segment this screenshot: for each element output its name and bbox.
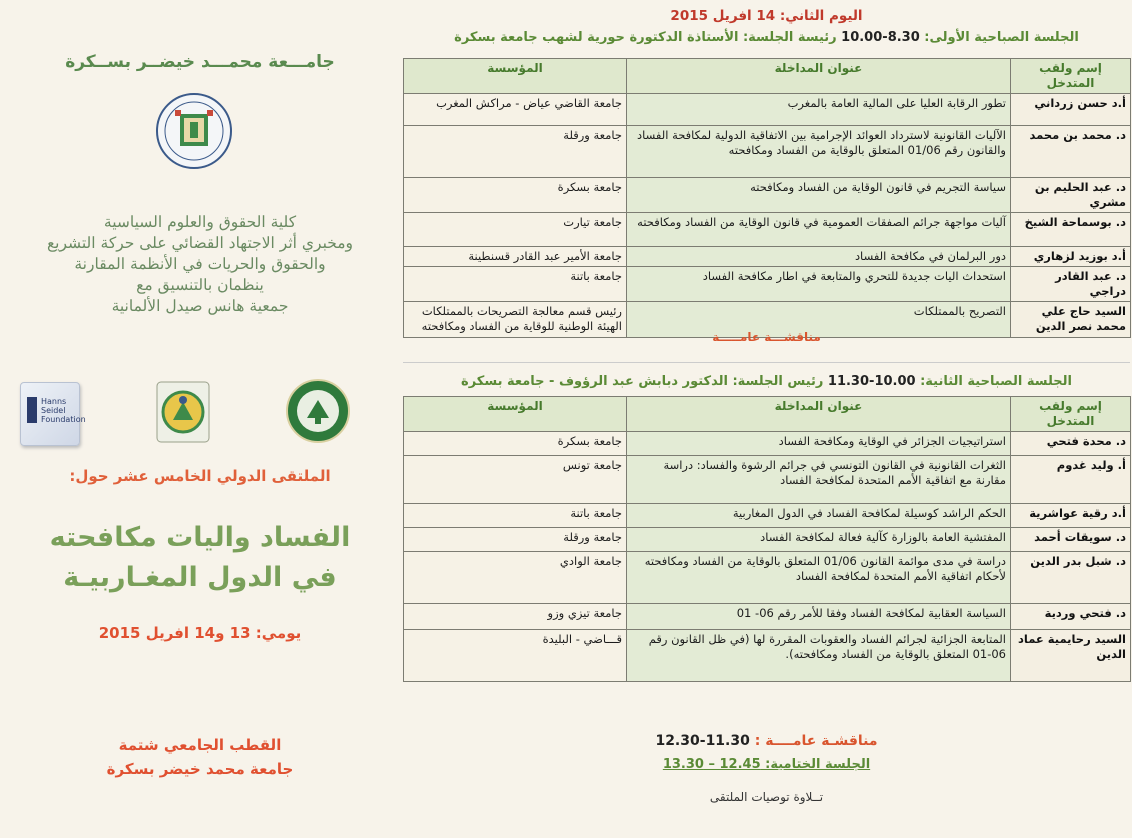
talk-topic: الحكم الراشد كوسيلة لمكافحة الفساد في الدول المغاربية bbox=[627, 504, 1011, 528]
speaker-name: د. محدة فتحي bbox=[1011, 432, 1131, 456]
discussion-1: مناقشـــة عامـــــة bbox=[712, 330, 821, 344]
venue-line: القطب الجامعي شتمة bbox=[118, 736, 282, 754]
faculty-line: ينظمان بالتنسيق مع bbox=[136, 276, 264, 294]
table-header-row bbox=[404, 59, 1131, 94]
partner-logos bbox=[0, 376, 400, 456]
session1-time: 8.30-10.00 bbox=[841, 30, 920, 45]
conference-dates: يومي: 13 و14 افريل 2015 bbox=[98, 624, 302, 642]
session1-label: الجلسة الصباحية الأولى: bbox=[924, 30, 1079, 45]
session2-chair: رئيس الجلسة: الدكتور دبابش عبد الرؤوف - جامعة بسكرة bbox=[461, 374, 824, 389]
speaker-name: أ.د حسن زرداني bbox=[1011, 94, 1131, 126]
talk-topic: السياسة العقابية لمكافحة الفساد وفقا للأمر رقم 06- 01 bbox=[627, 604, 1011, 630]
session2-table bbox=[403, 396, 1131, 682]
session2-time: 10.00-11.30 bbox=[827, 374, 916, 389]
speaker-name: د. سويقات أحمد bbox=[1011, 528, 1131, 552]
session2-label: الجلسة الصباحية الثانية: bbox=[920, 374, 1072, 389]
faculty-line: ومخبري أثر الاجتهاد القضائي على حركة التشريع bbox=[46, 234, 354, 252]
faculty-line: جمعية هانس صيدل الألمانية bbox=[111, 297, 289, 315]
program-panel bbox=[403, 0, 1130, 838]
discussion-2-label: مناقشـة عامــــة : bbox=[754, 733, 878, 749]
session1-table bbox=[403, 58, 1131, 338]
faculty-line: والحقوق والحريات في الأنظمة المقارنة bbox=[74, 255, 326, 273]
conference-title-line: في الدول المغـاربيـة bbox=[63, 562, 337, 593]
header-topic: عنوان المداخلة bbox=[627, 59, 1011, 94]
institution: جامعة تيزي وزو bbox=[404, 604, 627, 630]
speaker-name: أ.د رقية عواشرية bbox=[1011, 504, 1131, 528]
hanns-seidel-logo-text: Hanns Seidel Foundation bbox=[41, 397, 86, 424]
talk-topic: استحداث اليات جديدة للتحري والمتابعة في اطار مكافحة الفساد bbox=[627, 267, 1011, 302]
conference-intro: الملتقى الدولي الخامس عشر حول: bbox=[69, 467, 331, 485]
conference-title bbox=[0, 518, 400, 598]
institution: قـــاضي - البليدة bbox=[404, 630, 627, 682]
faculty-line: كلية الحقوق والعلوم السياسية bbox=[103, 213, 297, 231]
speaker-name: د. عبد الحليم بن مشري bbox=[1011, 178, 1131, 213]
header-institution: المؤسسة bbox=[404, 397, 627, 432]
institution: جامعة ورقلة bbox=[404, 528, 627, 552]
table-row bbox=[404, 604, 1131, 630]
talk-topic: دراسة في مدى موائمة القانون 01/06 المتعلق بالوقاية من الفساد ومكافحته لأحكام اتفاقية الأمم المتحدة لمكافحة الفساد bbox=[627, 552, 1011, 604]
speaker-name: السيد رحايمية عماد الدين bbox=[1011, 630, 1131, 682]
day-label: اليوم الثاني: 14 افريل 2015 bbox=[670, 8, 863, 24]
header-name: إسم ولقب المتدخل bbox=[1011, 397, 1131, 432]
institution: جامعة تونس bbox=[404, 456, 627, 504]
talk-topic: المفتشية العامة بالوزارة كآلية فعالة لمكافحة الفساد bbox=[627, 528, 1011, 552]
speaker-name: د. شبل بدر الدين bbox=[1011, 552, 1131, 604]
talk-topic: سياسة التجريم في قانون الوقاية من الفساد ومكافحته bbox=[627, 178, 1011, 213]
talk-topic: استراتيجيات الجزائر في الوقاية ومكافحة الفساد bbox=[627, 432, 1011, 456]
talk-topic: تطور الرقابة العليا على المالية العامة بالمغرب bbox=[627, 94, 1011, 126]
institution: رئيس قسم معالجة التصريحات بالممتلكات الهيئة الوطنية للوقاية من الفساد ومكافحته bbox=[404, 302, 627, 338]
table-row bbox=[404, 504, 1131, 528]
discussion-2 bbox=[403, 733, 1130, 749]
table-row bbox=[404, 94, 1131, 126]
table-row bbox=[404, 126, 1131, 178]
speaker-name: د. عبد القادر دراجي bbox=[1011, 267, 1131, 302]
institution: جامعة بسكرة bbox=[404, 178, 627, 213]
header-topic: عنوان المداخلة bbox=[627, 397, 1011, 432]
talk-topic: التصريح بالممتلكات bbox=[627, 302, 1011, 338]
institution: جامعة الأمير عبد القادر قسنطينة bbox=[404, 247, 627, 267]
left-panel bbox=[0, 0, 400, 838]
table-row bbox=[404, 528, 1131, 552]
table-row bbox=[404, 432, 1131, 456]
faculty-block bbox=[10, 212, 390, 317]
venue-line: جامعة محمد خيضر بسكرة bbox=[106, 760, 294, 778]
header-institution: المؤسسة bbox=[404, 59, 627, 94]
faculty-logo bbox=[285, 378, 351, 444]
section-divider bbox=[403, 362, 1130, 363]
talk-topic: المتابعة الجزائية لجرائم الفساد والعقوبات المقررة لها (في ظل القانون رقم 06-01 المتعلق بالوقاية من الفساد ومكافحته). bbox=[627, 630, 1011, 682]
institution: جامعة تيارت bbox=[404, 213, 627, 247]
institution: جامعة الوادي bbox=[404, 552, 627, 604]
table-row bbox=[404, 552, 1131, 604]
laboratory-logo bbox=[155, 380, 211, 444]
table-row bbox=[404, 456, 1131, 504]
session2-header bbox=[403, 374, 1130, 389]
talk-topic: الثغرات القانونية في القانون التونسي في جرائم الرشوة والفساد: دراسة مقارنة مع اتفاقية الأمم المتحدة لمكافحة الفساد bbox=[627, 456, 1011, 504]
talk-topic: دور البرلمان في مكافحة الفساد bbox=[627, 247, 1011, 267]
institution: جامعة ورقلة bbox=[404, 126, 627, 178]
session1-header bbox=[403, 30, 1130, 45]
table-row bbox=[404, 247, 1131, 267]
table-row bbox=[404, 213, 1131, 247]
venue bbox=[0, 733, 400, 781]
institution: جامعة باتنة bbox=[404, 504, 627, 528]
institution: جامعة القاضي عياض - مراكش المغرب bbox=[404, 94, 627, 126]
speaker-name: د. فتحي وردية bbox=[1011, 604, 1131, 630]
session1-chair: رئيسة الجلسة: الأستاذة الدكتورة حورية لشهب جامعة بسكرة bbox=[454, 30, 837, 45]
header-name: إسم ولقب المتدخل bbox=[1011, 59, 1131, 94]
closing-session: الجلسة الختامية: 12.45 – 13.30 bbox=[662, 757, 871, 772]
talk-topic: الآليات القانونية لاسترداد العوائد الإجرامية بين الاتفاقية الدولية لمكافحة الفساد والقانون رقم 01/06 المتعلق بالوقاية من الفساد ومكافحته bbox=[627, 126, 1011, 178]
university-name: جامـــعة محمـــد خيضــر بســكرة bbox=[65, 52, 335, 72]
table-row bbox=[404, 267, 1131, 302]
recommendations-reading: تــلاوة توصيات الملتقى bbox=[709, 790, 824, 804]
institution: جامعة باتنة bbox=[404, 267, 627, 302]
speaker-name: د. بوسماحة الشيخ bbox=[1011, 213, 1131, 247]
conference-title-line: الفساد واليات مكافحته bbox=[49, 522, 351, 553]
table-row bbox=[404, 630, 1131, 682]
speaker-name: أ.د بوزيد لزهاري bbox=[1011, 247, 1131, 267]
table-header-row bbox=[404, 397, 1131, 432]
discussion-2-time: 11.30-12.30 bbox=[655, 733, 750, 749]
speaker-name: د. محمد بن محمد bbox=[1011, 126, 1131, 178]
speaker-name: السيد حاج علي محمد نصر الدين bbox=[1011, 302, 1131, 338]
hanns-seidel-logo bbox=[20, 382, 86, 446]
table-row bbox=[404, 178, 1131, 213]
university-logo bbox=[155, 92, 233, 170]
speaker-name: أ. وليد غدوم bbox=[1011, 456, 1131, 504]
institution: جامعة بسكرة bbox=[404, 432, 627, 456]
talk-topic: آليات مواجهة جرائم الصفقات العمومية في قانون الوقاية من الفساد ومكافحته bbox=[627, 213, 1011, 247]
